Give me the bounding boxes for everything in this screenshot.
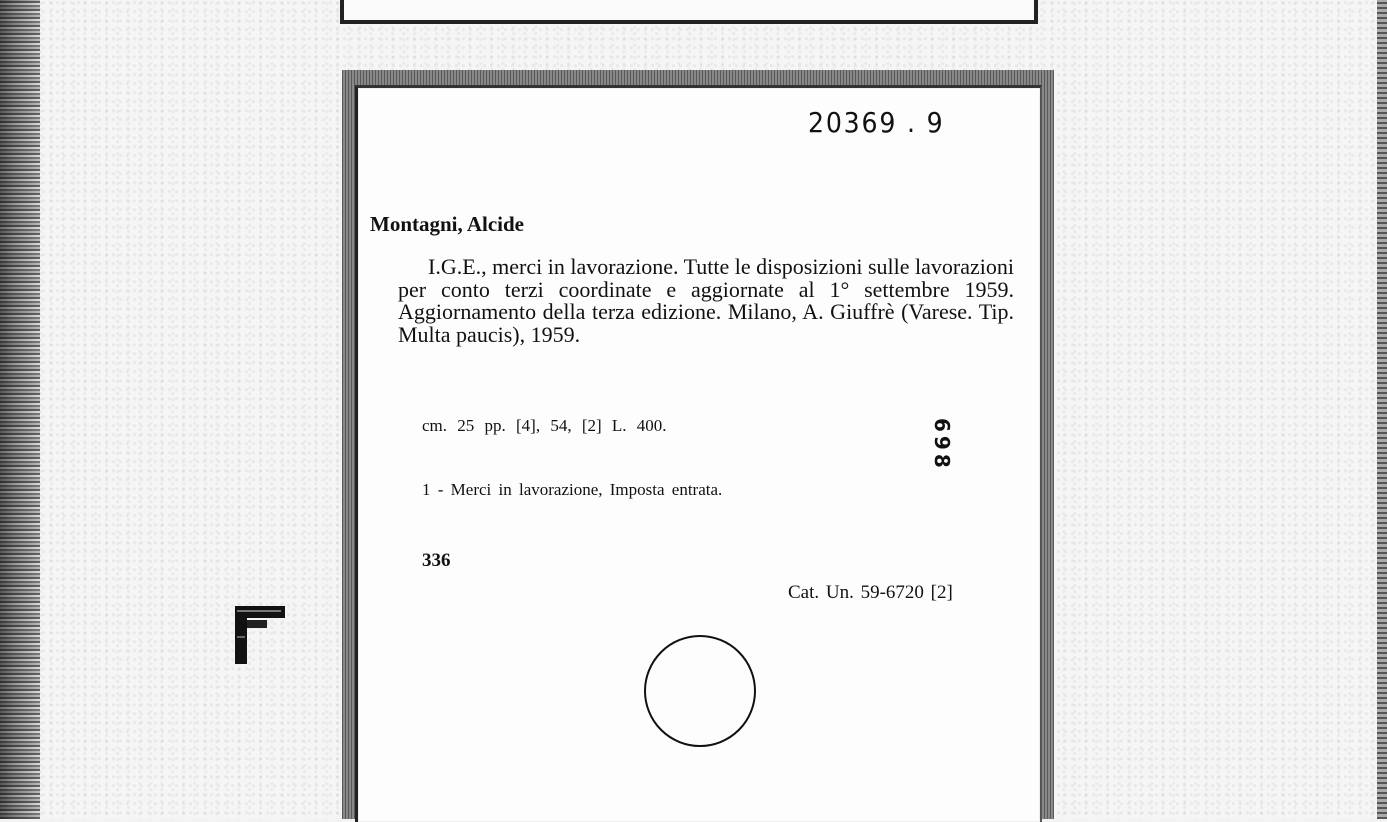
previous-card-edge <box>340 0 1038 24</box>
author-heading: Montagni, Alcide <box>370 212 525 236</box>
punch-hole-circle-icon <box>644 635 756 747</box>
class-number: 336 <box>422 550 451 571</box>
subject-heading: 1 - Merci in lavorazione, Imposta entrata. <box>422 480 723 499</box>
side-shelf-number: 698 <box>930 418 954 472</box>
accession-number: 20369 . 9 <box>808 106 945 139</box>
bibliographic-description: I.G.E., merci in lavorazione. Tutte le disposizioni sulle lavorazioni per conto terzi coordinate e aggiornate al 1° settembre 1959. Aggiornamento della terza edizione. Milano, A. Giuffrè (Varese. Tip. Multa paucis), 1959. <box>398 254 1014 347</box>
catalog-reference: Cat. Un. 59-6720 [2] <box>788 582 953 603</box>
collation-line: cm. 25 pp. [4], 54, [2] L. 400. <box>422 416 667 435</box>
right-scan-edge <box>1377 0 1387 819</box>
letter-f-stamp-icon <box>233 606 285 664</box>
left-scan-edge <box>0 0 40 819</box>
